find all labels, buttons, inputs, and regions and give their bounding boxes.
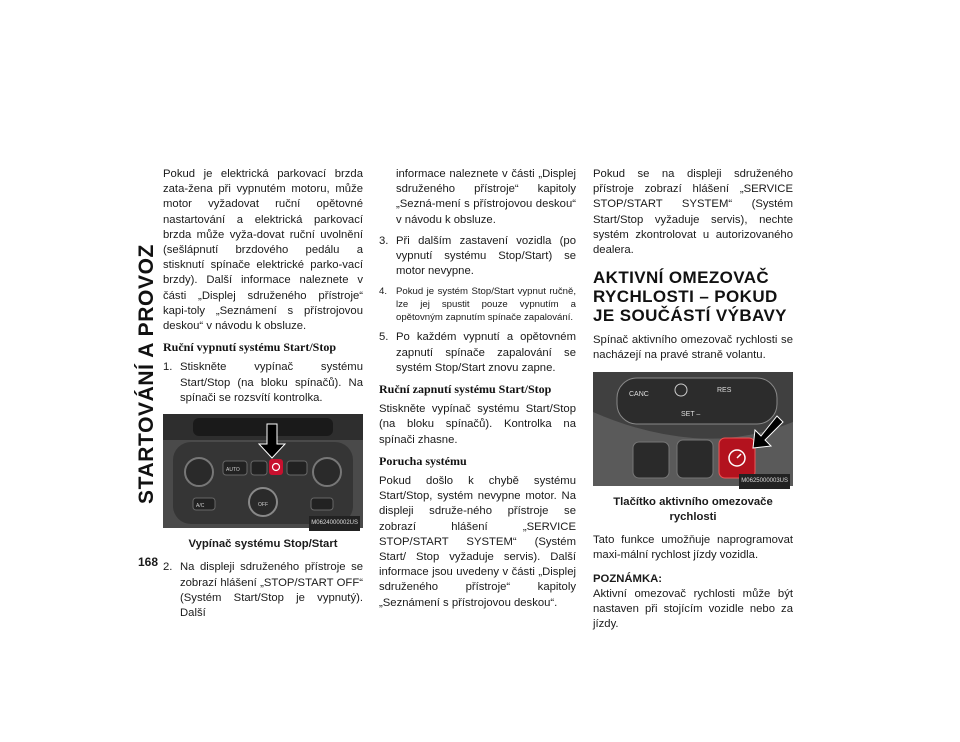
figure-code: M0625000003US: [739, 474, 790, 489]
note-title: POZNÁMKA:: [593, 572, 663, 585]
off-label: OFF: [258, 502, 268, 509]
intro-paragraph: Pokud je elektrická parkovací brzda zata-žena při vypnutém motoru, může motor vyžadovat ruční opětovné nastartování a elektrická parkovací brzda může vyža-dovat ruční uvolnění (sešlápnutí brzdového pedálu a stisknutí spínače elektrické parko-vací brzdy). Další informace naleznete v části „Displej sdruženého přístroje“ kapi-toly „Seznámení s přístrojovou deskou“ v návodu k obsluze.: [163, 168, 363, 333]
column-2: [379, 167, 576, 617]
res-label: RES: [717, 386, 732, 394]
step-2-continuation: informace naleznete v části „Displej sdruženého přístroje“ kapitoly „Sezná-mení s přístrojovou deskou“ v návodu k obsluze.: [396, 168, 576, 226]
manual-on-paragraph: Stiskněte vypínač systému Start/Stop (na bloku spínačů). Kontrolka na spínači zhasne.: [379, 403, 576, 446]
start-stop-switch-photo: [163, 414, 363, 528]
auto-label: AUTO: [226, 467, 240, 474]
limiter-location-paragraph: Spínač aktivního omezovač rychlosti se nacházejí na pravé straně volantu.: [593, 334, 793, 362]
step-1: 1. Stiskněte vypínač systému Start/Stop (na bloku spínačů). Na spínači se rozsvítí kontrolka.: [163, 361, 363, 404]
step-2: 2. Na displeji sdruženého přístroje se zobrazí hlášení „STOP/START OFF“ (Systém Start/Stop je vypnutý). Další: [163, 561, 363, 620]
column-3: [593, 167, 793, 638]
limiter-function-paragraph: Tato funkce umožňuje naprogramovat maxi-mální rychlost jízdy vozidla.: [593, 534, 793, 562]
section-heading-manual-on: Ruční zapnutí systému Start/Stop: [379, 382, 552, 397]
section-heading-fault: Porucha systému: [379, 453, 467, 468]
page-number: 168: [138, 555, 159, 569]
note-text: Aktivní omezovač rychlosti může být nastaven při stojícím vozidle nebo za jízdy.: [593, 587, 793, 631]
figure-caption: Tlačítko aktivního omezovače rychlosti: [613, 495, 773, 524]
section-heading-speed-limiter: AKTIVNÍ OMEZOVAČ RYCHLOSTI – POKUD JE SOUČÁSTÍ VÝBAVY: [593, 268, 787, 326]
column-1: [163, 167, 363, 627]
fault-paragraph: Pokud došlo k chybě systému Start/Stop, systém nevypne motor. Na displeji sdruže-ného přístroje se zobrazí hlášení „SERVICE STOP/START SYSTEM“ (Systém Start/ Stop vyžaduje servis). Další informace jsou uvedeny v části „Displej sdruženého přístroje“ kapitoly „Seznámení s přístrojovou deskou“.: [379, 475, 576, 609]
step-4: 4. Pokud je systém Stop/Start vypnut ručně, lze jej spustit pouze vypnutím a opětovným zapnutím spínače zapalování.: [379, 286, 576, 324]
section-heading-manual-off: Ruční vypnutí systému Start/Stop: [163, 340, 337, 355]
set-label: SET –: [681, 410, 701, 418]
figure-code: M0624000002US: [309, 516, 360, 531]
steps-list-c: [379, 234, 576, 376]
steering-wheel-controls-photo: [593, 372, 793, 486]
figure-caption: Vypínač systému Stop/Start: [188, 538, 338, 551]
canc-label: CANC: [629, 390, 649, 398]
ac-label: A/C: [196, 503, 205, 510]
service-paragraph: Pokud se na displeji sdruženého přístroje zobrazí hlášení „SERVICE STOP/START SYSTEM“ (Systém Start/Stop vyžaduje servis), nechte systém zkontrolovat u autorizovaného dealera.: [593, 168, 793, 257]
step-3: 3. Při dalším zastavení vozidla (po vypnutí systému Stop/Start) se motor nevypne.: [379, 234, 576, 278]
figure-speed-limiter-button: [593, 372, 793, 491]
steps-list-b: [163, 560, 363, 621]
chapter-side-title: STARTOVÁNÍ A PROVOZ: [135, 244, 158, 504]
steps-list-a: [163, 360, 363, 406]
step-5: 5. Po každém vypnutí a opětovném zapnutí spínače zapalování se systém Stop/Start znovu zapne.: [379, 331, 576, 374]
figure-start-stop-switch: [163, 414, 363, 533]
